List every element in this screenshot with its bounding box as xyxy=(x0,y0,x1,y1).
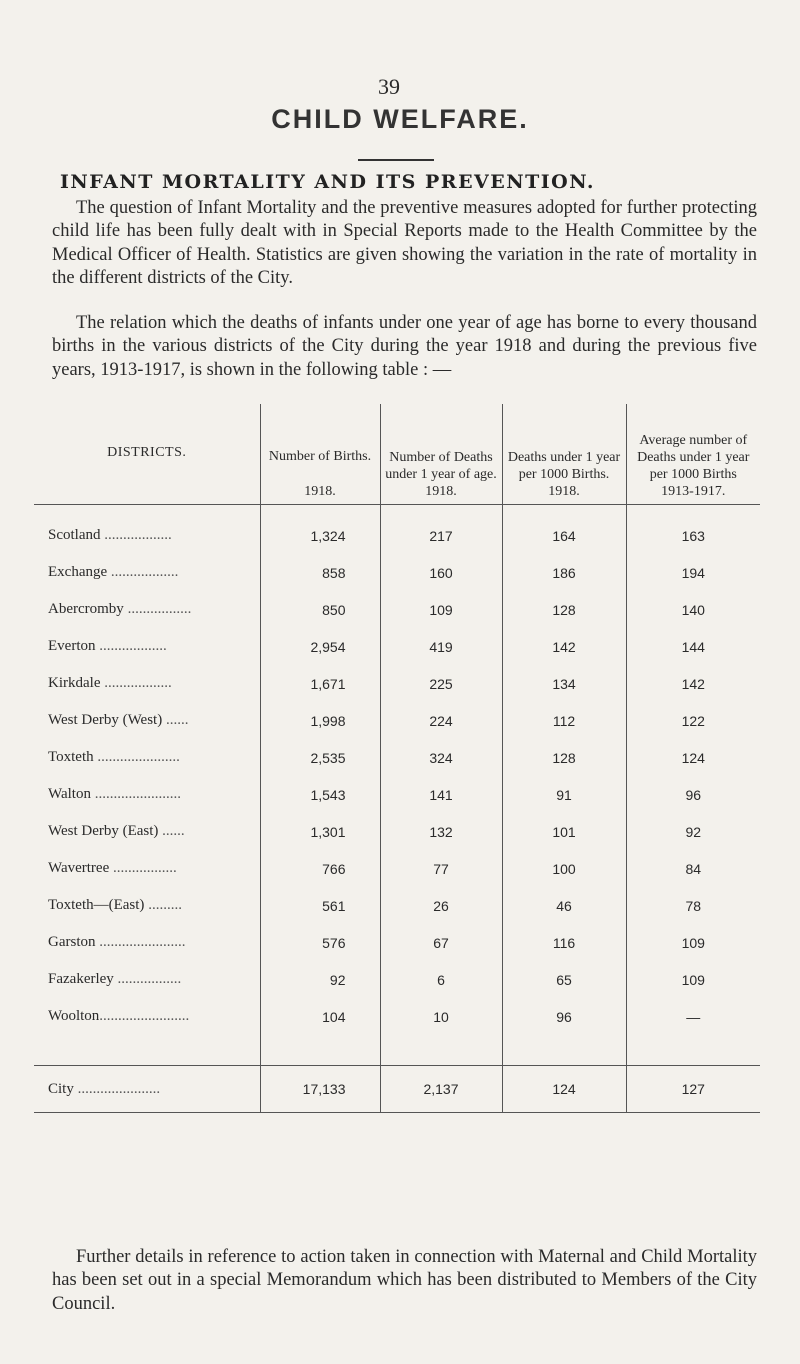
deaths-cell: 160 xyxy=(380,554,502,591)
district-name: Wavertree xyxy=(48,860,110,876)
header-rate xyxy=(502,404,626,505)
district-cell xyxy=(34,924,260,961)
births-cell: 1,998 xyxy=(260,702,380,739)
deaths-cell: 77 xyxy=(380,850,502,887)
leader-dots: ....................... xyxy=(90,786,181,802)
rate-cell: 128 xyxy=(502,739,626,776)
mortality-table xyxy=(34,404,760,1113)
spacer-cell xyxy=(626,1035,760,1066)
rate-cell: 164 xyxy=(502,505,626,555)
table-row xyxy=(34,591,760,628)
avg-cell: 78 xyxy=(685,897,702,914)
leader-dots: ...................... xyxy=(93,749,180,765)
district-cell xyxy=(34,850,260,887)
table-row xyxy=(34,702,760,739)
district-name: West Derby (West) xyxy=(48,712,163,728)
district-cell xyxy=(34,776,260,813)
leader-dots: ...... xyxy=(162,712,189,728)
avg-cell: 84 xyxy=(685,860,702,877)
leader-dots: ................. xyxy=(113,971,182,987)
births-cell: 1,543 xyxy=(260,776,380,813)
rate-cell: 100 xyxy=(502,850,626,887)
deaths-cell: 67 xyxy=(380,924,502,961)
avg-cell: 142 xyxy=(681,675,705,692)
avg-cell: 124 xyxy=(681,749,705,766)
table-row xyxy=(34,739,760,776)
avg-cell: 127 xyxy=(626,1066,760,1113)
header-rate-year: 1918. xyxy=(548,484,580,499)
births-cell: 858 xyxy=(260,554,380,591)
avg-cell: 144 xyxy=(681,638,705,655)
rate-cell: 91 xyxy=(502,776,626,813)
leader-dots: ................. xyxy=(109,860,177,876)
section-heading: INFANT MORTALITY AND ITS PREVENTION. xyxy=(60,171,595,193)
district-name: Garston xyxy=(48,934,96,950)
rate-cell: 112 xyxy=(502,702,626,739)
table-intro-text: The relation which the deaths of infants under one year of age has borne to every thousand births in the various districts of the City during the year 1918 and during the previous five years, 1913-1917, is shown in the following table : — xyxy=(52,313,757,380)
header-births xyxy=(260,404,380,505)
intro-paragraph xyxy=(52,197,757,290)
table-header-row xyxy=(34,404,760,505)
district-cell xyxy=(34,739,260,776)
leader-dots: .................. xyxy=(100,527,172,543)
table-row xyxy=(34,850,760,887)
spacer-cell xyxy=(34,1035,260,1066)
births-cell: 92 xyxy=(260,961,380,998)
spacer-cell xyxy=(502,1035,626,1066)
district-name: Exchange xyxy=(48,564,108,580)
births-cell: 1,301 xyxy=(260,813,380,850)
births-cell: 766 xyxy=(260,850,380,887)
header-births-year: 1918. xyxy=(304,484,336,499)
header-districts: DISTRICTS. xyxy=(34,404,260,505)
table-row xyxy=(34,665,760,702)
avg-cell: 109 xyxy=(681,971,705,988)
header-average xyxy=(626,404,760,505)
births-cell: 104 xyxy=(260,998,380,1035)
district-cell xyxy=(34,1066,260,1113)
births-cell: 17,133 xyxy=(260,1066,380,1113)
district-name: City xyxy=(48,1080,74,1097)
avg-cell: 96 xyxy=(685,786,702,803)
district-cell xyxy=(34,554,260,591)
rate-cell: 142 xyxy=(502,628,626,665)
header-deaths-label: Number of Deaths under 1 year of age. xyxy=(385,450,497,482)
births-cell: 1,671 xyxy=(260,665,380,702)
header-deaths xyxy=(380,404,502,505)
leader-dots: .................. xyxy=(107,564,179,580)
avg-cell: — xyxy=(686,1008,701,1025)
births-cell: 561 xyxy=(260,887,380,924)
deaths-cell: 225 xyxy=(380,665,502,702)
table-row xyxy=(34,628,760,665)
leader-dots: ........................ xyxy=(99,1008,190,1024)
leader-dots: ...................... xyxy=(73,1080,161,1097)
closing-paragraph xyxy=(52,1246,757,1316)
district-name: Toxteth—(East) xyxy=(48,897,145,913)
leader-dots: ....................... xyxy=(95,934,186,950)
leader-dots: ......... xyxy=(144,897,182,913)
district-cell xyxy=(34,702,260,739)
district-cell xyxy=(34,665,260,702)
avg-cell: 122 xyxy=(681,712,705,729)
deaths-cell: 10 xyxy=(380,998,502,1035)
deaths-cell: 419 xyxy=(380,628,502,665)
spacer-row xyxy=(34,1035,760,1066)
district-name: Kirkdale xyxy=(48,675,101,691)
header-average-label: Average number of Deaths under 1 year per 1000 Births xyxy=(637,433,750,482)
births-cell: 2,954 xyxy=(260,628,380,665)
rate-cell: 124 xyxy=(502,1066,626,1113)
leader-dots: .................. xyxy=(95,638,167,654)
district-cell xyxy=(34,887,260,924)
header-rate-label: Deaths under 1 year per 1000 Births. xyxy=(507,450,621,482)
rate-cell: 134 xyxy=(502,665,626,702)
table-row xyxy=(34,505,760,555)
district-cell xyxy=(34,813,260,850)
deaths-cell: 132 xyxy=(380,813,502,850)
rate-cell: 101 xyxy=(502,813,626,850)
avg-cell: 163 xyxy=(681,527,705,544)
spacer-cell xyxy=(260,1035,380,1066)
births-cell: 2,535 xyxy=(260,739,380,776)
rate-cell: 186 xyxy=(502,554,626,591)
district-cell xyxy=(34,998,260,1035)
deaths-cell: 324 xyxy=(380,739,502,776)
births-cell: 1,324 xyxy=(260,505,380,555)
deaths-cell: 6 xyxy=(380,961,502,998)
total-row xyxy=(34,1066,760,1113)
district-name: Walton xyxy=(48,786,91,802)
district-name: Scotland xyxy=(48,527,101,543)
deaths-cell: 2,137 xyxy=(380,1066,502,1113)
district-name: West Derby (East) xyxy=(48,823,159,839)
rate-cell: 96 xyxy=(502,998,626,1035)
leader-dots: ................. xyxy=(123,601,192,617)
closing-text: Further details in reference to action taken in connection with Maternal and Child Mortality has been set out in a special Memorandum which has been distributed to Members of the City Council. xyxy=(52,1247,757,1314)
table-body xyxy=(34,505,760,1113)
table-row xyxy=(34,554,760,591)
spacer-cell xyxy=(380,1035,502,1066)
title-rule xyxy=(358,159,434,161)
deaths-cell: 217 xyxy=(380,505,502,555)
header-average-years: 1913-1917. xyxy=(661,484,726,499)
page-title: CHILD WELFARE. xyxy=(271,104,529,134)
table-row xyxy=(34,887,760,924)
district-name: Everton xyxy=(48,638,96,654)
deaths-cell: 224 xyxy=(380,702,502,739)
table-row xyxy=(34,776,760,813)
births-cell: 850 xyxy=(260,591,380,628)
district-name: Toxteth xyxy=(48,749,94,765)
avg-cell: 109 xyxy=(681,934,705,951)
district-name: Fazakerley xyxy=(48,971,114,987)
rate-cell: 128 xyxy=(502,591,626,628)
intro-text: The question of Infant Mortality and the preventive measures adopted for further protecting child life has been fully dealt with in Special Reports made to the Health Committee by the Medical Officer of Health. Statistics are given showing the variation in the rate of mortality in the different districts of the City. xyxy=(52,198,757,288)
avg-cell: 194 xyxy=(681,564,705,581)
district-cell xyxy=(34,628,260,665)
avg-cell: 140 xyxy=(681,601,705,618)
rate-cell: 46 xyxy=(502,887,626,924)
leader-dots: .................. xyxy=(100,675,172,691)
deaths-cell: 109 xyxy=(380,591,502,628)
table-row xyxy=(34,924,760,961)
header-deaths-year: 1918. xyxy=(425,484,457,499)
district-cell xyxy=(34,961,260,998)
births-cell: 576 xyxy=(260,924,380,961)
table-row xyxy=(34,813,760,850)
district-cell xyxy=(34,591,260,628)
avg-cell: 92 xyxy=(685,823,702,840)
rate-cell: 65 xyxy=(502,961,626,998)
rate-cell: 116 xyxy=(502,924,626,961)
page-number: 39 xyxy=(378,74,400,99)
table-row xyxy=(34,998,760,1035)
deaths-cell: 26 xyxy=(380,887,502,924)
leader-dots: ...... xyxy=(158,823,185,839)
table-intro-paragraph xyxy=(52,312,757,382)
district-name: Woolton xyxy=(48,1008,100,1024)
header-births-label: Number of Births. xyxy=(268,449,372,464)
deaths-cell: 141 xyxy=(380,776,502,813)
table-row xyxy=(34,961,760,998)
district-name: Abercromby xyxy=(48,601,124,617)
district-cell xyxy=(34,505,260,555)
